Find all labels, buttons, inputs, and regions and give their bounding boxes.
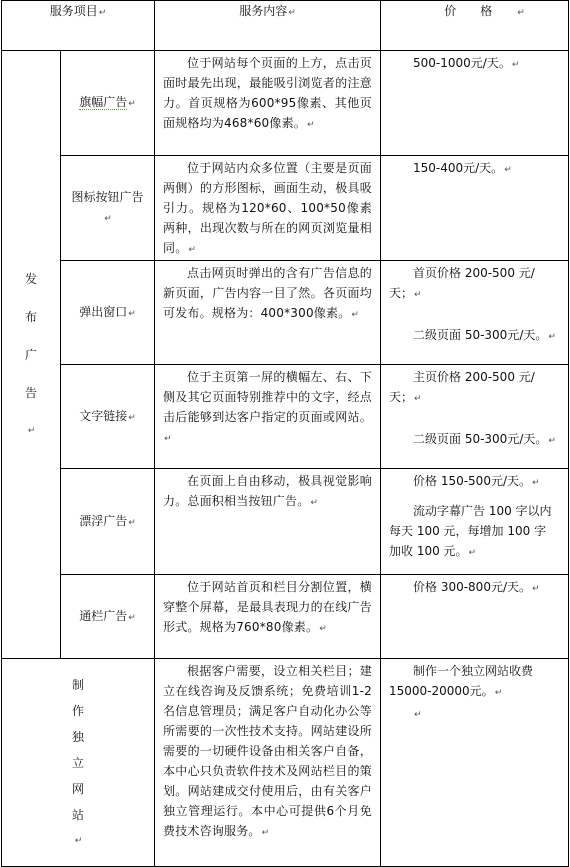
group-label-char: 制: [71, 677, 84, 692]
service-item-name: 漂浮广告↵: [61, 469, 155, 575]
service-price: 150-400元/天。↵: [381, 156, 569, 261]
service-content-text: 在页面上自由移动，极具视觉影响力。总面积相当按钮广告。: [163, 474, 372, 508]
price-text: 首页价格 200-500 元/天；: [389, 266, 535, 300]
table-header-row: [2, 1, 569, 51]
service-item-text: 漂浮广告: [79, 513, 128, 528]
service-content-text: 位于网站首页和栏目分割位置，横穿整个屏幕，是最具表现力的在线广告形式。规格为760*80像素。: [163, 580, 372, 634]
price-text: 500-1000元/天。: [413, 56, 511, 70]
service-item-name: 通栏广告↵: [61, 575, 155, 659]
service-price: 首页价格 200-500 元/天；↵ 二级页面 50-300元/天。↵: [381, 261, 569, 365]
table-row: [2, 51, 569, 156]
service-price: 价格 150-500元/天。↵ 流动字幕广告 100 字以内每天 100 元，每增加 100 字加收 100 元。↵: [381, 469, 569, 575]
service-content: 位于主页第一屏的横幅左、右、下侧及其它页面特别推荐中的文字，经点击后能够到达客户指定的页面或网站。↵: [155, 365, 381, 469]
service-content: 位于网站首页和栏目分割位置，横穿整个屏幕，是最具表现力的在线广告形式。规格为760*80像素。↵: [155, 575, 381, 659]
service-content-text: 点击网页时弹出的含有广告信息的新页面，广告内容一目了然。各页面均可发布。规格为：400*300像素。: [163, 266, 372, 320]
group-label-char: 发: [24, 271, 37, 286]
service-price: 500-1000元/天。↵: [381, 51, 569, 156]
price-text: 二级页面 50-300元/天。: [413, 432, 548, 446]
group-label-char: 布: [24, 309, 37, 324]
price-text: 制作一个独立网站收费15000-20000元。: [389, 664, 534, 698]
header-service-item-text: 服务项目: [49, 4, 98, 18]
service-price: 制作一个独立网站收费15000-20000元。↵ ↵: [381, 659, 569, 867]
group-publish-ads: [2, 51, 61, 659]
price-text: 价格 300-800元/天。: [413, 580, 531, 594]
price-text: 150-400元/天。: [413, 161, 504, 175]
table-row: [2, 261, 569, 365]
service-content-text: 位于网站内众多位置（主要是页面两侧）的方形图标，画面生动，极具吸引力。规格为120*60、100*50像素两种，出现次数与所在的网页浏览量相同。: [163, 161, 372, 255]
service-price-table: [1, 0, 569, 867]
table-row: [2, 365, 569, 469]
service-item-name: 旗幅广告↵: [61, 51, 155, 156]
header-service-item: 服务项目↵: [2, 1, 155, 51]
table-row: [2, 659, 569, 867]
service-content-text: 根据客户需要，设立相关栏目；建立在线咨询及反馈系统；免费培训1-2名信息管理员；满足客户自动化办公等所需要的一次性技术支持。网站建设所需要的一切硬件设备由相关客户自备，本中心只负责软件技术及网站栏目的策划。网站建成交付使用后，由有关客户独立管理运行。本中心可提供6个月免费技术咨询服务。: [163, 664, 372, 838]
service-content: 根据客户需要，设立相关栏目；建立在线咨询及反馈系统；免费培训1-2名信息管理员；满足客户自动化办公等所需要的一次性技术支持。网站建设所需要的一切硬件设备由相关客户自备，本中心只负责软件技术及网站栏目的策划。网站建成交付使用后，由有关客户独立管理运行。本中心可提供6个月免费技术咨询服务。↵: [155, 659, 381, 867]
service-item-text: 旗幅广告: [79, 95, 128, 109]
service-content: 位于网站每个页面的上方，点击页面时最先出现，最能吸引浏览者的注意力。首页规格为600*95像素、其他页面规格均为468*60像素。↵: [155, 51, 381, 156]
group-label-char: 告 ↵: [24, 385, 37, 436]
header-price-text: 价格: [444, 4, 517, 18]
service-item-name: 弹出窗口↵: [61, 261, 155, 365]
service-item-text: 图标按钮广告: [71, 190, 144, 204]
header-service-content: 服务内容↵: [155, 1, 381, 51]
table-row: [2, 469, 569, 575]
service-item-text: 通栏广告: [79, 608, 128, 623]
group-label-char: 独: [71, 729, 84, 744]
group-build-website: [2, 659, 155, 867]
service-item-text: 文字链接: [79, 408, 128, 423]
header-price: 价格↵: [381, 1, 569, 51]
service-price: 价格 300-800元/天。↵: [381, 575, 569, 659]
group-label-char: 网: [71, 781, 84, 796]
service-price: 主页价格 200-500 元/天；↵ 二级页面 50-300元/天。↵: [381, 365, 569, 469]
group-label-char: 作: [71, 703, 84, 718]
service-content-text: 位于网站每个页面的上方，点击页面时最先出现，最能吸引浏览者的注意力。首页规格为600*95像素、其他页面规格均为468*60像素。: [163, 56, 372, 130]
table-row: [2, 156, 569, 261]
service-item-name: 文字链接↵: [61, 365, 155, 469]
service-content: 位于网站内众多位置（主要是页面两侧）的方形图标，画面生动，极具吸引力。规格为120*60、100*50像素两种，出现次数与所在的网页浏览量相同。↵: [155, 156, 381, 261]
group-label-char: 广: [24, 347, 37, 362]
header-service-content-text: 服务内容: [239, 4, 288, 18]
price-text: 价格 150-500元/天。: [413, 474, 531, 488]
service-item-name: 图标按钮广告↵: [61, 156, 155, 261]
service-content: 点击网页时弹出的含有广告信息的新页面，广告内容一目了然。各页面均可发布。规格为：400*300像素。↵: [155, 261, 381, 365]
price-text: 流动字幕广告 100 字以内每天 100 元，每增加 100 字加收 100 元。: [389, 504, 552, 558]
table-row: [2, 575, 569, 659]
group-label-char: 站 ↵: [71, 807, 84, 846]
group-label-char: 立: [71, 755, 84, 770]
price-text: 主页价格 200-500 元/天；: [389, 370, 535, 404]
service-item-text: 弹出窗口: [79, 304, 128, 319]
price-text: 二级页面 50-300元/天。: [413, 328, 548, 342]
service-content-text: 位于主页第一屏的横幅左、右、下侧及其它页面特别推荐中的文字，经点击后能够到达客户指定的页面或网站。: [163, 370, 372, 424]
service-content: 在页面上自由移动，极具视觉影响力。总面积相当按钮广告。↵: [155, 469, 381, 575]
